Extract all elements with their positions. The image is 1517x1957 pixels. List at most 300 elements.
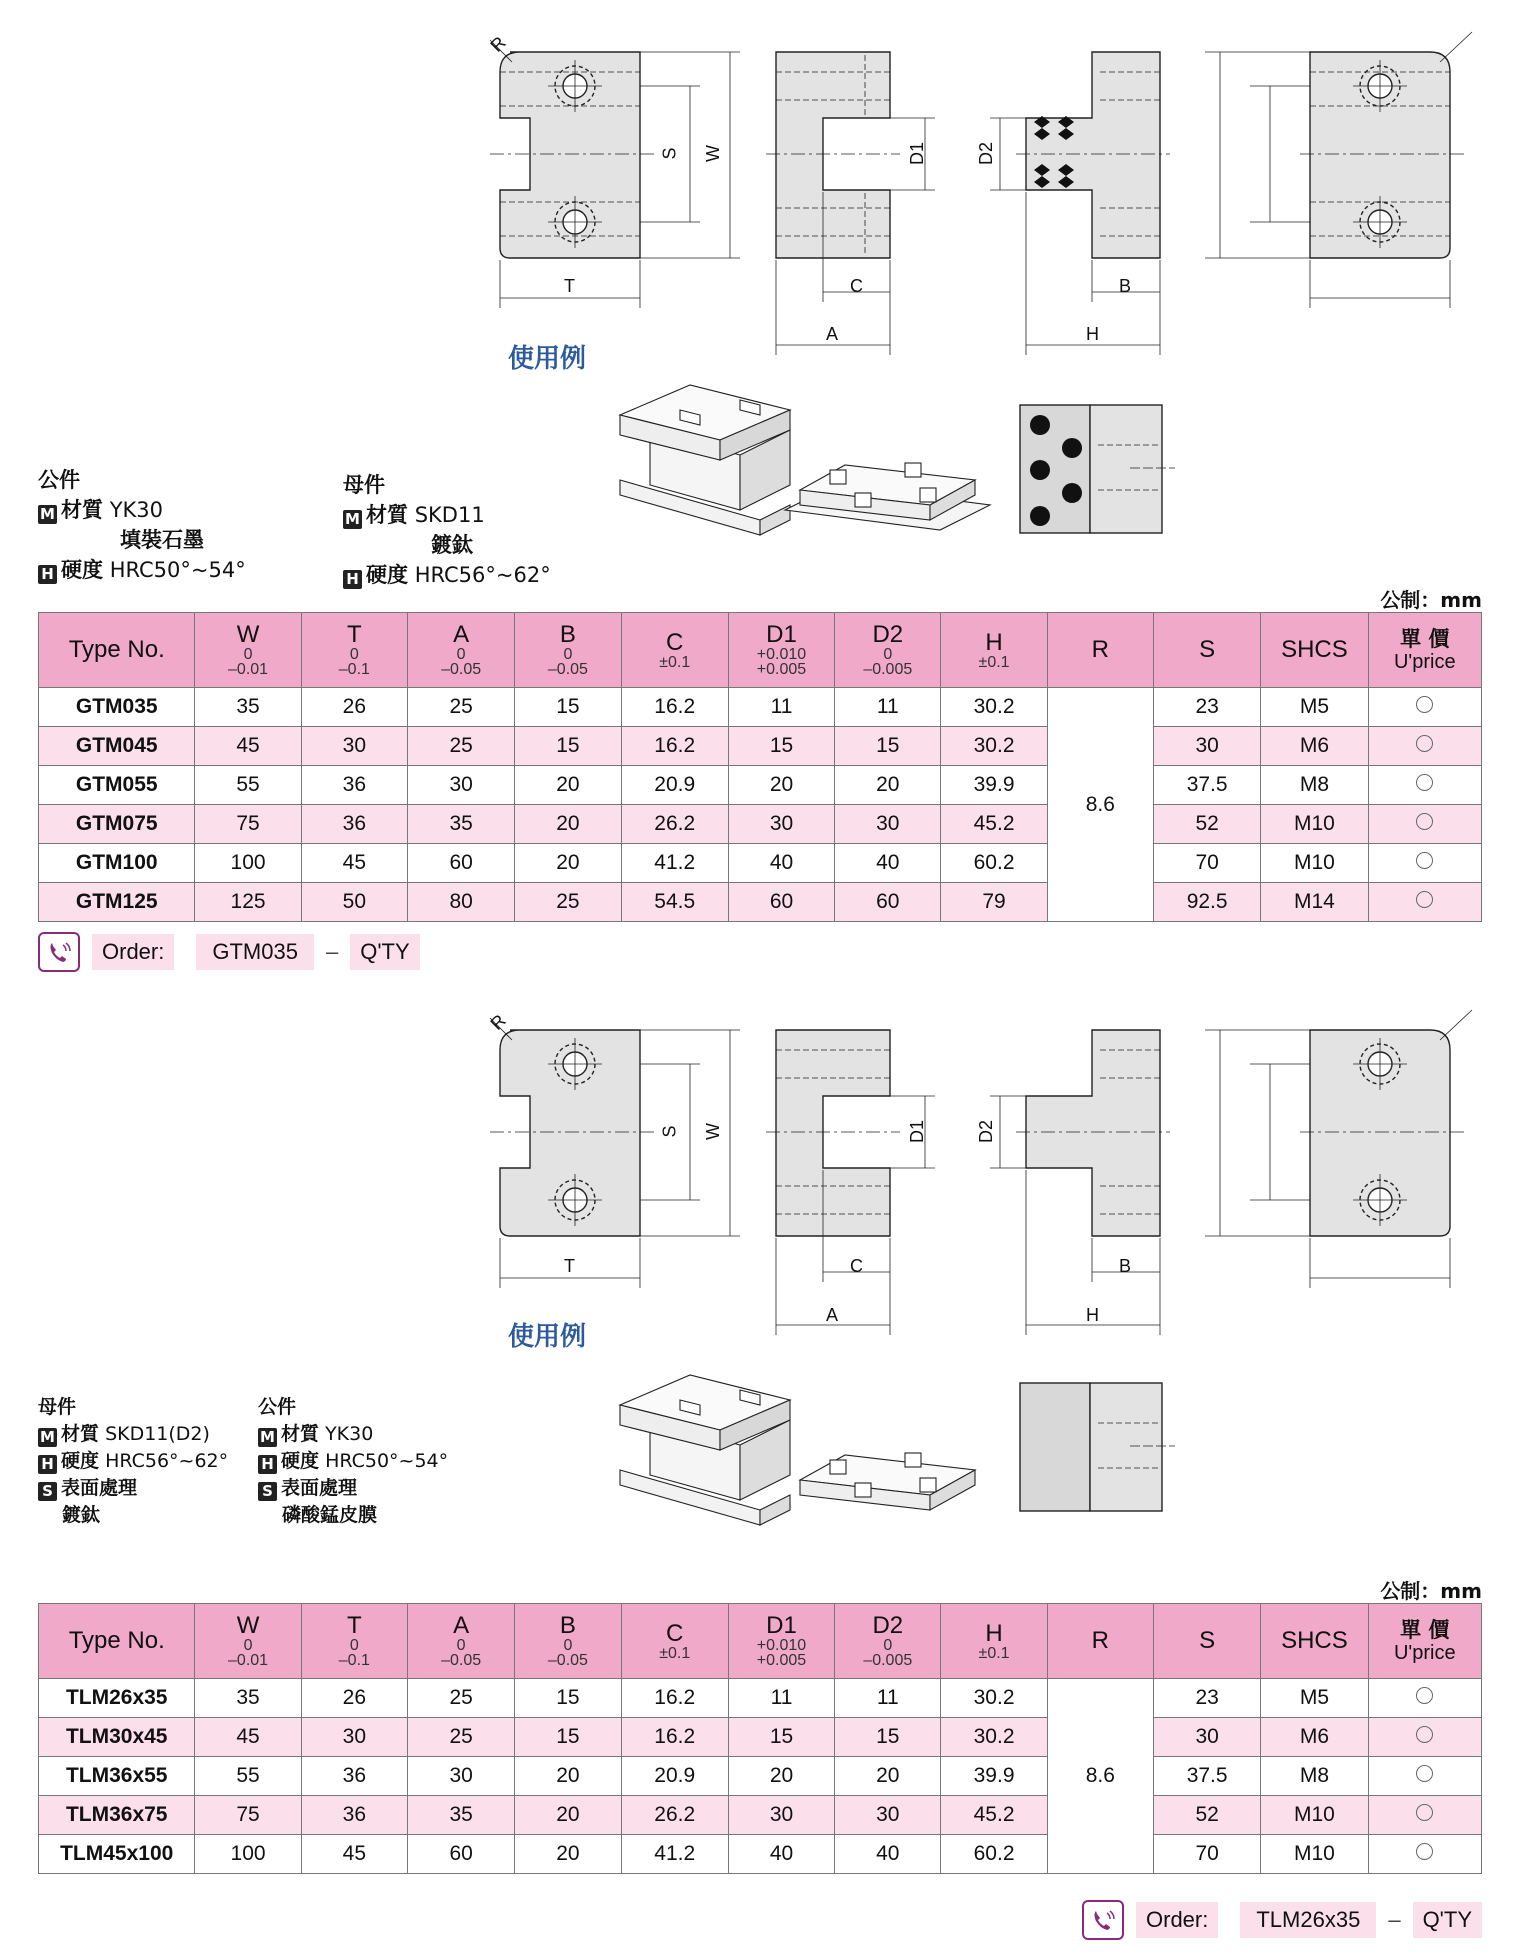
hardness-icon: H	[38, 1455, 57, 1474]
col-header-label: H	[985, 1619, 1003, 1647]
cell-d2: 11	[835, 1679, 941, 1718]
table-row	[39, 883, 1482, 922]
dim-label-A: A	[826, 324, 839, 344]
cell-price[interactable]	[1368, 1796, 1481, 1835]
col-header-b	[515, 1604, 621, 1679]
tolerance-lower: –0.05	[441, 1652, 482, 1669]
cell-type-no: TLM36x75	[39, 1796, 195, 1835]
tolerance-upper: 0	[883, 646, 893, 663]
cell-d1: 15	[728, 727, 834, 766]
cell-h: 45.2	[941, 1796, 1047, 1835]
tolerance-upper: ±0.1	[978, 1644, 1010, 1662]
cell-price[interactable]	[1368, 805, 1481, 844]
cell-price[interactable]	[1368, 688, 1481, 727]
hardness-value: HRC56°~62°	[414, 563, 551, 587]
cell-d2: 15	[835, 727, 941, 766]
tolerance-upper: 0	[349, 1637, 359, 1654]
cell-price[interactable]	[1368, 844, 1481, 883]
price-circle-icon	[1416, 696, 1433, 713]
table-row	[39, 727, 1482, 766]
table-row	[39, 1796, 1482, 1835]
cell-w: 100	[195, 1835, 301, 1874]
col-header-label: C	[666, 628, 684, 656]
material-value: SKD11	[414, 503, 485, 527]
material-label: 材質	[366, 503, 408, 527]
cell-b: 20	[515, 805, 621, 844]
col-header-price	[1368, 613, 1481, 688]
cell-d1: 11	[728, 688, 834, 727]
col-header-label: SHCS	[1281, 1627, 1348, 1654]
cell-shcs: M6	[1261, 1718, 1368, 1757]
cell-t: 45	[301, 1835, 407, 1874]
cell-b: 20	[515, 766, 621, 805]
cell-c: 20.9	[621, 766, 728, 805]
cell-price[interactable]	[1368, 883, 1481, 922]
usage-assembly-drawing	[620, 1375, 975, 1525]
cell-shcs: M8	[1261, 766, 1368, 805]
col-header-s	[1153, 1604, 1260, 1679]
cell-h: 30.2	[941, 1718, 1047, 1757]
usage-side-drawing	[1020, 405, 1175, 533]
tolerance-lower: –0.1	[338, 661, 370, 678]
unit-label: 公制：mm	[1380, 1579, 1482, 1603]
col-header-price	[1368, 1604, 1481, 1679]
cell-a: 25	[407, 688, 514, 727]
cell-a: 60	[407, 844, 514, 883]
tolerance-upper: +0.010	[756, 1637, 807, 1654]
cell-h: 30.2	[941, 688, 1047, 727]
col-header-label: C	[666, 1619, 684, 1647]
cell-s: 92.5	[1153, 883, 1260, 922]
cell-price[interactable]	[1368, 1757, 1481, 1796]
cell-c: 41.2	[621, 844, 728, 883]
cell-h: 39.9	[941, 766, 1047, 805]
tolerance-upper: ±0.1	[659, 1644, 691, 1662]
material-label: 材質	[281, 1423, 320, 1445]
cell-w: 75	[195, 1796, 301, 1835]
material-label: 材質	[61, 1423, 100, 1445]
col-header-d2	[835, 1604, 941, 1679]
cell-type-no: GTM045	[39, 727, 195, 766]
materials-left	[38, 1394, 228, 1529]
tolerance-lower: –0.005	[863, 1652, 913, 1669]
cell-h: 45.2	[941, 805, 1047, 844]
cell-s: 23	[1153, 1679, 1260, 1718]
cell-s: 52	[1153, 805, 1260, 844]
price-circle-icon	[1416, 1843, 1433, 1860]
material-value: YK30	[109, 498, 164, 522]
dim-label-C: C	[850, 1256, 863, 1276]
material-icon: M	[343, 510, 362, 529]
cell-t: 26	[301, 688, 407, 727]
cell-a: 35	[407, 1796, 514, 1835]
cell-shcs: M8	[1261, 1757, 1368, 1796]
dim-label-T: T	[564, 1256, 575, 1276]
material-extra: 填裝石墨	[120, 528, 204, 552]
cell-price[interactable]	[1368, 1835, 1481, 1874]
material-icon: M	[38, 505, 57, 524]
cell-d2: 20	[835, 1757, 941, 1796]
cell-r: 8.6	[1047, 688, 1153, 922]
dim-label-D2: D2	[976, 1119, 997, 1144]
hardness-icon: H	[258, 1455, 277, 1474]
view2-profile-drawing	[766, 52, 935, 355]
cell-b: 15	[515, 1679, 621, 1718]
price-en-label: U'price	[1393, 1642, 1456, 1664]
col-header-label: S	[1199, 1627, 1216, 1654]
cell-w: 55	[195, 766, 301, 805]
col-header-label: R	[1091, 1627, 1110, 1654]
order-code: TLM26x35	[1240, 1902, 1376, 1938]
tolerance-lower: –0.01	[228, 661, 269, 678]
hardness-icon: H	[38, 565, 57, 584]
tolerance-lower: –0.05	[547, 1652, 588, 1669]
col-header-c	[621, 1604, 728, 1679]
order-line	[1082, 1900, 1482, 1940]
cell-type-no: GTM035	[39, 688, 195, 727]
price-cn-label: 單 價	[1400, 627, 1450, 651]
dim-label-S: S	[659, 147, 680, 160]
order-line	[38, 932, 420, 972]
col-header-label: T	[347, 621, 362, 648]
cell-c: 54.5	[621, 883, 728, 922]
view3-tee-drawing	[990, 1030, 1170, 1335]
material-line	[38, 495, 246, 525]
cell-w: 55	[195, 1757, 301, 1796]
cell-a: 80	[407, 883, 514, 922]
hardness-label: 硬度	[366, 563, 408, 587]
phone-icon	[38, 932, 80, 972]
usage-example-title: 使用例	[508, 1322, 587, 1352]
dim-label-R: R	[486, 1010, 510, 1034]
col-header-shcs	[1261, 1604, 1368, 1679]
table-row	[39, 1718, 1482, 1757]
tolerance-upper: 0	[563, 1637, 573, 1654]
hardness-line	[38, 1448, 228, 1475]
col-header-d1	[728, 613, 834, 688]
hardness-label: 硬度	[281, 1450, 320, 1472]
col-header-c	[621, 613, 728, 688]
section1-drawings	[0, 0, 1517, 540]
materials-right	[343, 470, 551, 590]
table-row	[39, 766, 1482, 805]
cell-a: 60	[407, 1835, 514, 1874]
surface-extra: 鍍鈦	[62, 1504, 101, 1526]
col-header-t	[301, 613, 407, 688]
cell-shcs: M6	[1261, 727, 1368, 766]
cell-s: 52	[1153, 1796, 1260, 1835]
surface-icon: S	[258, 1482, 277, 1501]
dim-label-H: H	[1086, 324, 1099, 344]
material-icon: M	[258, 1428, 277, 1447]
surface-label: 表面處理	[61, 1477, 138, 1499]
cell-d2: 40	[835, 1835, 941, 1874]
col-header-w	[195, 1604, 301, 1679]
dim-label-H: H	[1086, 1305, 1099, 1325]
material-label: 材質	[61, 498, 103, 522]
usage-assembly-drawing	[620, 385, 990, 535]
order-code: GTM035	[196, 934, 314, 970]
cell-shcs: M14	[1261, 883, 1368, 922]
cell-t: 50	[301, 883, 407, 922]
dim-label-C: C	[850, 276, 863, 296]
material-line	[343, 500, 551, 530]
order-qty: Q'TY	[1413, 1902, 1482, 1938]
col-header-type-no: Type No.	[39, 613, 195, 688]
col-header-label: A	[453, 621, 470, 648]
view4-plate-drawing	[1205, 1010, 1472, 1288]
material-line	[38, 1421, 228, 1448]
cell-shcs: M5	[1261, 688, 1368, 727]
price-circle-icon	[1416, 735, 1433, 752]
surface-line	[38, 1475, 228, 1502]
hardness-label: 硬度	[61, 1450, 100, 1472]
cell-c: 16.2	[621, 1679, 728, 1718]
col-header-label: B	[559, 1612, 576, 1639]
price-circle-icon	[1416, 891, 1433, 908]
hardness-icon: H	[343, 570, 362, 589]
hardness-line	[343, 560, 551, 590]
cell-c: 26.2	[621, 1796, 728, 1835]
cell-price[interactable]	[1368, 1679, 1481, 1718]
materials-heading: 母件	[343, 473, 385, 497]
material-value: YK30	[325, 1423, 374, 1445]
col-header-label: D1	[766, 621, 797, 648]
cell-d1: 60	[728, 883, 834, 922]
usage-example-title: 使用例	[508, 344, 587, 374]
cell-s: 30	[1153, 1718, 1260, 1757]
tolerance-lower: +0.005	[756, 1652, 807, 1669]
dim-label-D2: D2	[976, 141, 997, 166]
cell-b: 15	[515, 1718, 621, 1757]
cell-a: 30	[407, 1757, 514, 1796]
material-line	[258, 1421, 448, 1448]
col-header-label: B	[559, 621, 576, 648]
cell-type-no: GTM055	[39, 766, 195, 805]
cell-b: 15	[515, 727, 621, 766]
material-icon: M	[38, 1428, 57, 1447]
materials-heading: 母件	[38, 1396, 77, 1418]
order-dash: –	[325, 939, 339, 964]
col-header-w	[195, 613, 301, 688]
col-header-label: H	[985, 628, 1003, 656]
material-extra: 鍍鈦	[431, 533, 473, 557]
surface-label: 表面處理	[281, 1477, 358, 1499]
col-header-label: R	[1091, 636, 1110, 663]
col-header-shcs	[1261, 613, 1368, 688]
table-row	[39, 688, 1482, 727]
col-header-b	[515, 613, 621, 688]
hardness-label: 硬度	[61, 558, 103, 582]
tolerance-upper: ±0.1	[659, 653, 691, 671]
hardness-value: HRC50°~54°	[325, 1450, 449, 1472]
table-header-row	[39, 1604, 1482, 1679]
cell-b: 20	[515, 1835, 621, 1874]
table-row	[39, 844, 1482, 883]
cell-b: 25	[515, 883, 621, 922]
dim-label-S: S	[659, 1125, 680, 1138]
cell-d1: 40	[728, 844, 834, 883]
materials-heading: 公件	[38, 468, 80, 492]
col-header-label: W	[236, 1612, 260, 1639]
cell-price[interactable]	[1368, 766, 1481, 805]
cell-s: 70	[1153, 1835, 1260, 1874]
surface-line	[258, 1475, 448, 1502]
cell-d1: 30	[728, 805, 834, 844]
col-header-label: A	[453, 1612, 470, 1639]
cell-shcs: M10	[1261, 1835, 1368, 1874]
price-en-label: U'price	[1393, 651, 1456, 673]
tolerance-upper: ±0.1	[978, 653, 1010, 671]
col-header-r	[1047, 1604, 1153, 1679]
col-header-d2	[835, 613, 941, 688]
cell-a: 35	[407, 805, 514, 844]
price-circle-icon	[1416, 774, 1433, 791]
cell-type-no: TLM36x55	[39, 1757, 195, 1796]
cell-w: 125	[195, 883, 301, 922]
cell-c: 20.9	[621, 1757, 728, 1796]
tolerance-upper: 0	[456, 1637, 466, 1654]
phone-icon	[1082, 1900, 1124, 1940]
table-row	[39, 1679, 1482, 1718]
dim-label-D1: D1	[907, 141, 928, 166]
price-circle-icon	[1416, 1726, 1433, 1743]
cell-w: 75	[195, 805, 301, 844]
tolerance-upper: 0	[456, 646, 466, 663]
unit-label: 公制：mm	[1380, 588, 1482, 612]
table-header-row	[39, 613, 1482, 688]
col-header-label: D2	[872, 621, 904, 648]
cell-w: 100	[195, 844, 301, 883]
materials-right	[258, 1394, 448, 1529]
cell-c: 16.2	[621, 1718, 728, 1757]
cell-h: 30.2	[941, 727, 1047, 766]
tolerance-lower: –0.05	[441, 661, 482, 678]
cell-price[interactable]	[1368, 1718, 1481, 1757]
col-header-r	[1047, 613, 1153, 688]
order-qty: Q'TY	[350, 934, 419, 970]
cell-t: 45	[301, 844, 407, 883]
view3-tee-drawing	[990, 52, 1170, 355]
cell-d1: 11	[728, 1679, 834, 1718]
tolerance-upper: 0	[243, 1637, 253, 1654]
cell-c: 41.2	[621, 1835, 728, 1874]
cell-d2: 40	[835, 844, 941, 883]
cell-d2: 60	[835, 883, 941, 922]
dim-label-A: A	[826, 1305, 839, 1325]
cell-type-no: TLM45x100	[39, 1835, 195, 1874]
cell-t: 30	[301, 1718, 407, 1757]
col-header-label: W	[236, 621, 260, 648]
dim-label-B: B	[1119, 276, 1132, 296]
cell-t: 30	[301, 727, 407, 766]
order-label: Order:	[92, 934, 174, 970]
cell-d1: 30	[728, 1796, 834, 1835]
cell-type-no: GTM125	[39, 883, 195, 922]
col-header-t	[301, 1604, 407, 1679]
cell-r: 8.6	[1047, 1679, 1153, 1874]
spec-table-gtm	[38, 612, 1482, 922]
dim-label-R: R	[486, 32, 510, 56]
col-header-label: D1	[766, 1612, 797, 1639]
price-circle-icon	[1416, 1765, 1433, 1782]
order-label: Order:	[1136, 1902, 1218, 1938]
cell-w: 45	[195, 1718, 301, 1757]
cell-s: 70	[1153, 844, 1260, 883]
cell-d2: 20	[835, 766, 941, 805]
tolerance-lower: +0.005	[756, 661, 807, 678]
table-row	[39, 805, 1482, 844]
cell-type-no: TLM30x45	[39, 1718, 195, 1757]
table-row	[39, 1757, 1482, 1796]
cell-d2: 30	[835, 1796, 941, 1835]
cell-a: 25	[407, 727, 514, 766]
cell-w: 35	[195, 1679, 301, 1718]
cell-shcs: M10	[1261, 1796, 1368, 1835]
hardness-value: HRC50°~54°	[109, 558, 246, 582]
materials-left	[38, 465, 246, 585]
col-header-a	[407, 613, 514, 688]
price-circle-icon	[1416, 1804, 1433, 1821]
tolerance-upper: 0	[243, 646, 253, 663]
price-circle-icon	[1416, 852, 1433, 869]
cell-shcs: M10	[1261, 844, 1368, 883]
hardness-line	[258, 1448, 448, 1475]
view1-plate-drawing	[490, 1018, 740, 1288]
col-header-label: D2	[872, 1612, 904, 1639]
cell-w: 45	[195, 727, 301, 766]
tolerance-upper: +0.010	[756, 646, 807, 663]
col-header-type-no: Type No.	[39, 1604, 195, 1679]
cell-t: 26	[301, 1679, 407, 1718]
col-header-label: T	[347, 1612, 362, 1639]
materials-heading: 公件	[258, 1396, 297, 1418]
col-header-s	[1153, 613, 1260, 688]
view2-profile-drawing	[766, 1030, 935, 1335]
cell-shcs: M5	[1261, 1679, 1368, 1718]
tolerance-upper: 0	[883, 1637, 893, 1654]
surface-extra: 磷酸錳皮膜	[282, 1504, 378, 1526]
cell-t: 36	[301, 805, 407, 844]
cell-t: 36	[301, 766, 407, 805]
col-header-d1	[728, 1604, 834, 1679]
tolerance-lower: –0.01	[228, 1652, 269, 1669]
cell-price[interactable]	[1368, 727, 1481, 766]
cell-w: 35	[195, 688, 301, 727]
col-header-label: S	[1199, 636, 1216, 663]
price-cn-label: 單 價	[1400, 1618, 1450, 1642]
usage-side-drawing	[1020, 1383, 1175, 1511]
cell-h: 39.9	[941, 1757, 1047, 1796]
cell-s: 23	[1153, 688, 1260, 727]
dim-label-D1: D1	[907, 1119, 928, 1144]
cell-h: 30.2	[941, 1679, 1047, 1718]
cell-d2: 15	[835, 1718, 941, 1757]
col-header-h	[941, 1604, 1047, 1679]
cell-c: 26.2	[621, 805, 728, 844]
hardness-line	[38, 555, 246, 585]
hardness-value: HRC56°~62°	[105, 1450, 229, 1472]
view1-plate-drawing	[490, 40, 740, 308]
view4-plate-drawing	[1205, 32, 1472, 308]
cell-a: 25	[407, 1718, 514, 1757]
cell-d2: 30	[835, 805, 941, 844]
col-header-h	[941, 613, 1047, 688]
tolerance-lower: –0.1	[338, 1652, 370, 1669]
cell-b: 15	[515, 688, 621, 727]
tolerance-lower: –0.005	[863, 661, 913, 678]
tolerance-upper: 0	[349, 646, 359, 663]
